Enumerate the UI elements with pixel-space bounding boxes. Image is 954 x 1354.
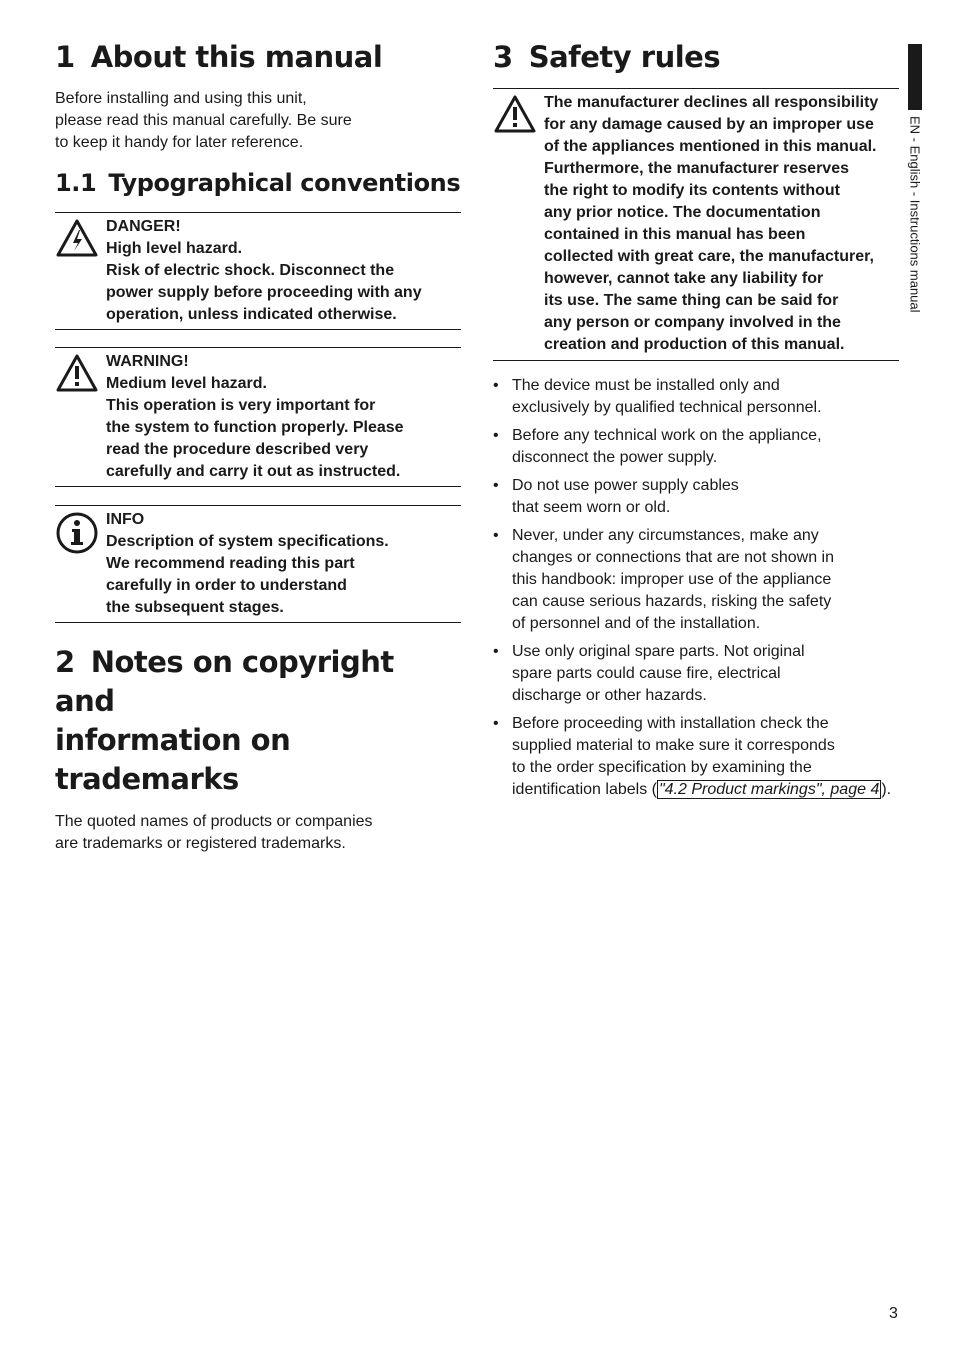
- side-language-label: EN - English - Instructions manual: [907, 116, 923, 313]
- list-item: • The device must be installed only and exclusively by qualified technical personnel.: [493, 377, 822, 416]
- product-markings-link[interactable]: "4.2 Product markings", page 4: [658, 781, 880, 798]
- section-1-body: Before installing and using this unit, please read this manual carefully. Be sure to keep it handy for later reference.: [55, 90, 352, 151]
- info-notice: [55, 505, 461, 623]
- safety-warning-text: The manufacturer declines all responsibility for any damage caused by an improper use of the appliances mentioned in this manual. Furthermore, the manufacturer reserves the right to modify its contents without any prior notice. The documentation contained in this manual has been collected with great care, the manufacturer, however, cannot take any liability for its use. The same thing can be said for any person or company involved in the creation and production of this manual.: [544, 94, 879, 353]
- side-tab-marker: [908, 44, 922, 110]
- warning-icon: [493, 92, 544, 356]
- safety-warning-notice: [493, 88, 899, 361]
- section-2-heading: 2 Notes on copyright and information on trademarks: [55, 645, 394, 796]
- right-column: [493, 38, 899, 807]
- info-icon: [55, 509, 106, 619]
- page-number: 3: [889, 1305, 898, 1322]
- warning-notice: [55, 347, 461, 487]
- warning-notice-text: WARNING! Medium level hazard. This operation is very important for the system to function properly. Please read the procedure described very carefully and carry it out as instructed.: [106, 353, 404, 480]
- list-item: • Never, under any circumstances, make any changes or connections that are not shown in this handbook: improper use of the appliance can cause serious hazards, risking the safety of personnel and of the installation.: [493, 527, 834, 632]
- warning-icon: [55, 351, 106, 483]
- danger-notice: [55, 212, 461, 330]
- left-column: [55, 38, 461, 855]
- list-item: • Use only original spare parts. Not original spare parts could cause fire, electrical discharge or other hazards.: [493, 643, 805, 704]
- section-3-heading: 3 Safety rules: [493, 40, 721, 74]
- section-1-heading: 1 About this manual: [55, 40, 383, 74]
- electric-hazard-icon: [55, 216, 106, 326]
- safety-bullet-list: [493, 375, 899, 801]
- list-item: • Before any technical work on the appliance, disconnect the power supply.: [493, 427, 822, 466]
- section-2-body: The quoted names of products or companies are trademarks or registered trademarks.: [55, 813, 373, 852]
- danger-notice-text: DANGER! High level hazard. Risk of electric shock. Disconnect the power supply before proceeding with any operation, unless indicated otherwise.: [106, 218, 422, 323]
- info-notice-text: INFO Description of system specifications. We recommend reading this part carefully in order to understand the subsequent stages.: [106, 511, 389, 616]
- list-item: • Before proceeding with installation check the supplied material to make sure it corresponds to the order specification by examining the identification labels ( "4.2 Product markings", page 4 ).: [493, 715, 892, 798]
- list-item: • Do not use power supply cables that seem worn or old.: [493, 477, 739, 516]
- section-1-1-heading: 1.1 Typographical conventions: [55, 169, 461, 197]
